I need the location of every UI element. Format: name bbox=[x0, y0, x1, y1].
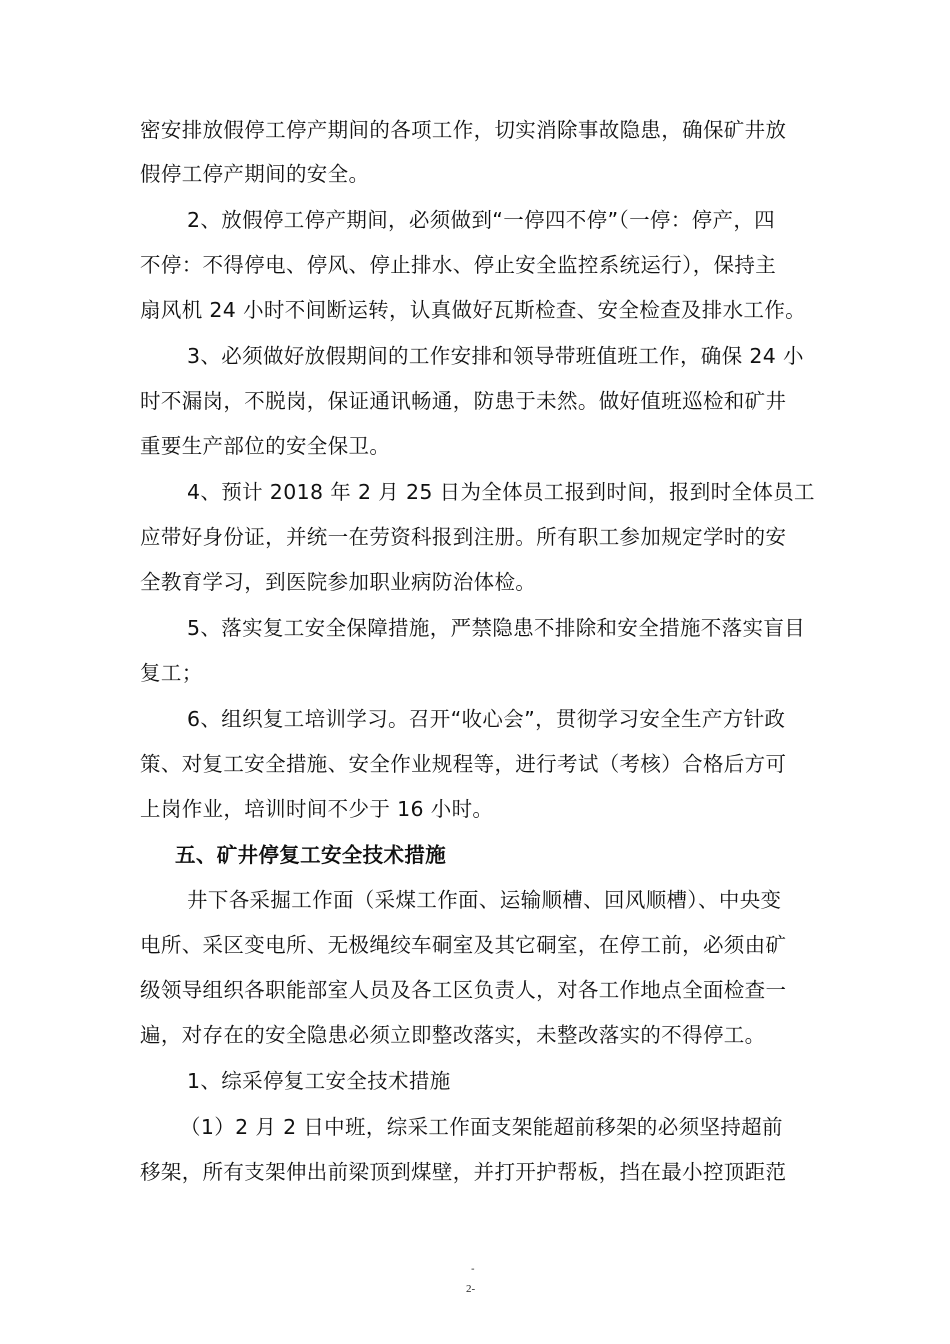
paragraph-start-line: 3、必须做好放假期间的工作安排和领导带班值班工作，确保 24 小 bbox=[187, 344, 804, 368]
paragraph-start-line: 井下各采掘工作面（采煤工作面、运输顺槽、回风顺槽）、中央变 bbox=[187, 888, 782, 912]
text-line: 复工； bbox=[140, 661, 203, 685]
text-line: 移架，所有支架伸出前梁顶到煤壁，并打开护帮板，挡在最小控顶距范 bbox=[140, 1160, 787, 1184]
text-line: 扇风机 24 小时不间断运转，认真做好瓦斯检查、安全检查及排水工作。 bbox=[140, 298, 807, 322]
section-heading: 五、矿井停复工安全技术措施 bbox=[175, 843, 447, 867]
paragraph-start-line: 5、落实复工安全保障措施，严禁隐患不排除和安全措施不落实盲目 bbox=[187, 616, 806, 640]
text-line: 遍，对存在的安全隐患必须立即整改落实，未整改落实的不得停工。 bbox=[140, 1023, 766, 1047]
text-line: 策、对复工安全措施、安全作业规程等，进行考试（考核）合格后方可 bbox=[140, 752, 787, 776]
paragraph-start-line: （1）2 月 2 日中班，综采工作面支架能超前移架的必须坚持超前 bbox=[180, 1115, 783, 1139]
paragraph-start-line: 2、放假停工停产期间，必须做到“一停四不停”（一停：停产，四 bbox=[187, 208, 776, 232]
text-line: 假停工停产期间的安全。 bbox=[140, 162, 370, 186]
text-line: 密安排放假停工停产期间的各项工作，切实消除事故隐患，确保矿井放 bbox=[140, 118, 787, 142]
paragraph-start-line: 6、组织复工培训学习。召开“收心会”，贯彻学习安全生产方针政 bbox=[187, 707, 786, 731]
text-line: 应带好身份证，并统一在劳资科报到注册。所有职工参加规定学时的安 bbox=[140, 525, 787, 549]
text-line: 上岗作业，培训时间不少于 16 小时。 bbox=[140, 797, 494, 821]
text-line: 电所、采区变电所、无极绳绞车硐室及其它硐室，在停工前，必须由矿 bbox=[140, 933, 787, 957]
text-line: 全教育学习，到医院参加职业病防治体检。 bbox=[140, 570, 537, 594]
text-line: 级领导组织各职能部室人员及各工区负责人，对各工作地点全面检查一 bbox=[140, 978, 787, 1002]
text-line: 重要生产部位的安全保卫。 bbox=[140, 434, 391, 458]
page-number: 2- bbox=[466, 1283, 476, 1295]
text-line: 时不漏岗，不脱岗，保证通讯畅通，防患于未然。做好值班巡检和矿井 bbox=[140, 389, 787, 413]
text-line: 不停：不得停电、停风、停止排水、停止安全监控系统运行），保持主 bbox=[140, 253, 777, 277]
subsection-heading: 1、综采停复工安全技术措施 bbox=[187, 1069, 451, 1093]
footer-dash: - bbox=[471, 1264, 475, 1275]
paragraph-start-line: 4、预计 2018 年 2 月 25 日为全体员工报到时间，报到时全体员工 bbox=[187, 480, 815, 504]
